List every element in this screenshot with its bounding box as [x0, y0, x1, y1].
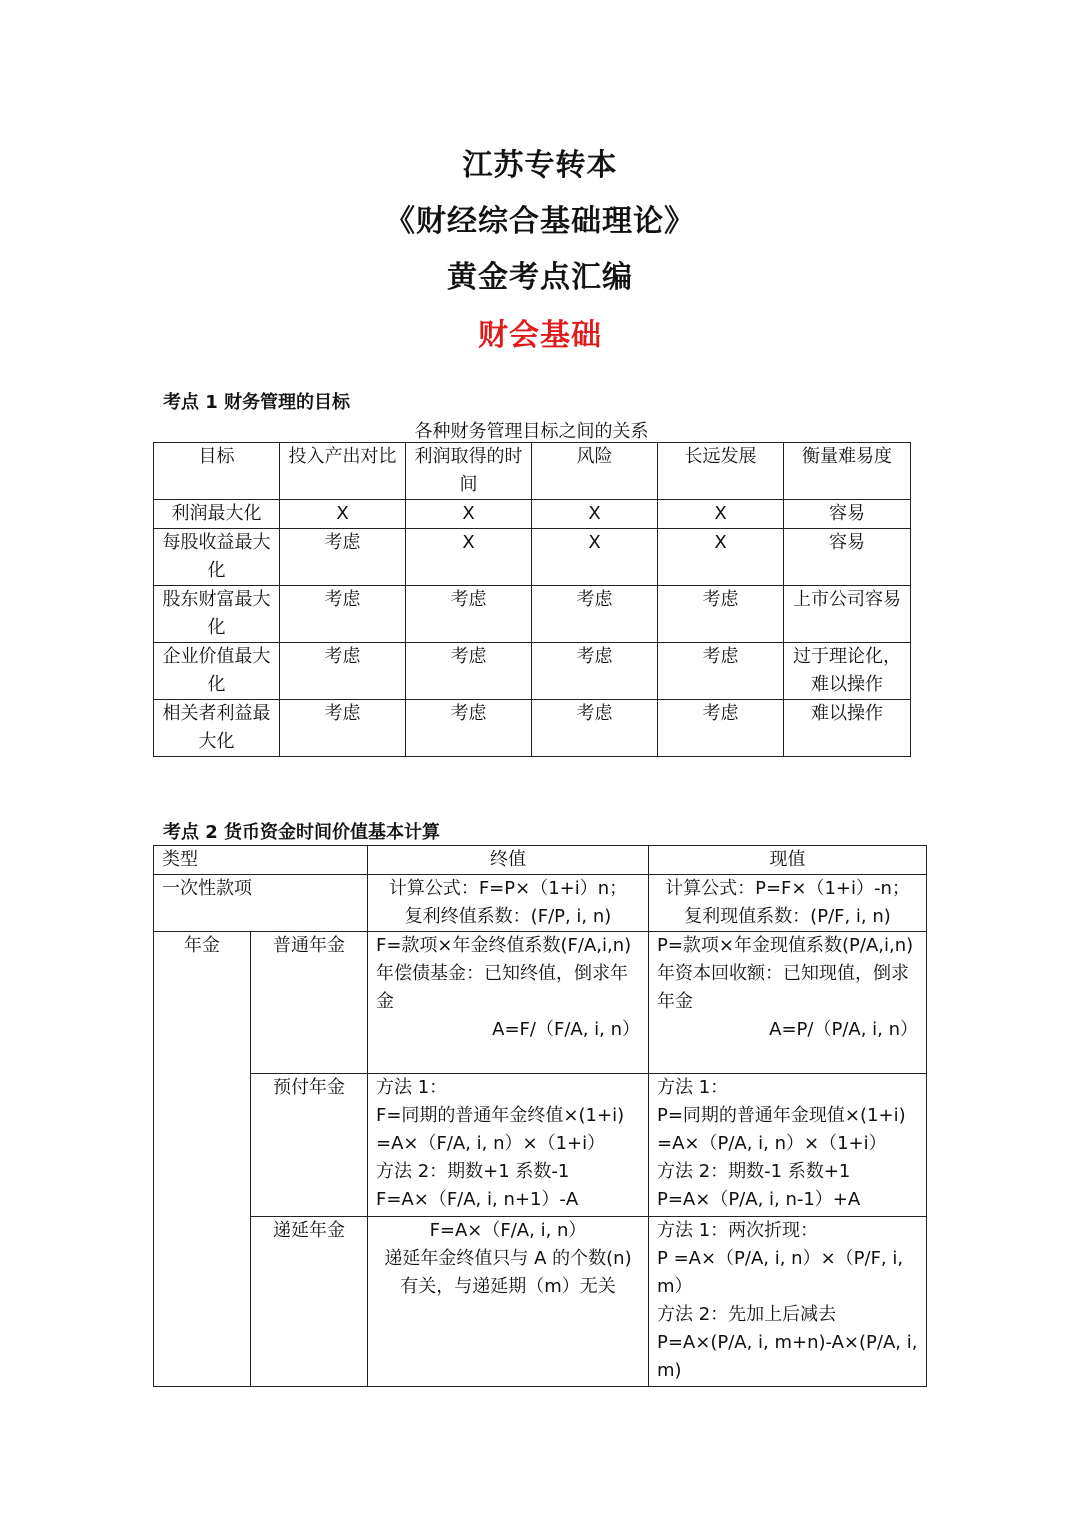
table-cell: X [658, 529, 784, 586]
table-cell: 考虑 [532, 643, 658, 700]
formula-line: =A×（P/A, i, n）×（1+i） [657, 1133, 887, 1154]
formula-line: 方法 1：两次折现： [657, 1220, 819, 1241]
table-row [154, 700, 911, 757]
formula-line: 计算公式：P=F×（1+i）-n； [665, 878, 910, 899]
section2-heading: 考点 2 货币资金时间价值基本计算 [163, 822, 441, 843]
table-cell: 考虑 [406, 700, 532, 757]
table-cell: 容易 [784, 529, 911, 586]
column-header: 衡量难易度 [784, 443, 911, 500]
table-row-ordinary-annuity [154, 932, 927, 1074]
section1-heading: 考点 1 财务管理的目标 [163, 392, 351, 413]
table-cell: 考虑 [406, 586, 532, 643]
lump-sum-fv-cell [368, 875, 649, 932]
formula-line: F=A×（F/A, i, n） [429, 1220, 587, 1241]
formula-line: F=同期的普通年金终值×(1+i) [376, 1105, 625, 1126]
table-cell: 考虑 [406, 643, 532, 700]
table-cell: 考虑 [280, 529, 406, 586]
row-label-lump-sum: 一次性款项 [154, 875, 368, 932]
table-row-lump-sum [154, 875, 927, 932]
table-cell: 考虑 [532, 586, 658, 643]
formula-line: F=A×（F/A, i, n+1）-A [376, 1189, 579, 1210]
formula-line: P=A×（P/A, i, n-1）+A [657, 1189, 861, 1210]
formula-line: 方法 1： [376, 1077, 448, 1098]
doc-title-line2: 《财经综合基础理论》 [385, 204, 695, 239]
table-cell: X [406, 529, 532, 586]
formula-line: P=款项×年金现值系数(P/A,i,n) [657, 935, 914, 956]
formula-line: 方法 1： [657, 1077, 729, 1098]
doc-title-line3: 黄金考点汇编 [447, 260, 633, 295]
column-header: 目标 [154, 443, 280, 500]
goals-table [153, 442, 911, 757]
table-cell: 每股收益最大化 [154, 529, 280, 586]
column-header: 风险 [532, 443, 658, 500]
table-cell: 考虑 [280, 700, 406, 757]
table-cell: 过于理论化，难以操作 [784, 643, 911, 700]
table-row [154, 643, 911, 700]
table-header-row [154, 443, 911, 500]
column-header: 投入产出对比 [280, 443, 406, 500]
table-row [154, 529, 911, 586]
table-cell: 容易 [784, 500, 911, 529]
table-cell: 企业价值最大化 [154, 643, 280, 700]
doc-subtitle: 财会基础 [478, 318, 602, 353]
deferred-fv-cell [368, 1217, 649, 1387]
row-label-prepaid-annuity: 预付年金 [251, 1074, 368, 1217]
column-header: 长远发展 [658, 443, 784, 500]
formula-line: F=款项×年金终值系数(F/A,i,n) [376, 935, 632, 956]
formula-line: =A×（F/A, i, n）×（1+i） [376, 1133, 606, 1154]
table-cell: 上市公司容易 [784, 586, 911, 643]
formula-line: 方法 2：期数-1 系数+1 [657, 1161, 851, 1182]
table-cell: X [280, 500, 406, 529]
formula-line: 递延年金终值只与 A 的个数(n)有关，与递延期（m）无关 [384, 1248, 632, 1297]
table-cell: 考虑 [658, 643, 784, 700]
formula-line: 年偿债基金：已知终值，倒求年金 [376, 963, 628, 1012]
row-label-deferred-annuity: 递延年金 [251, 1217, 368, 1387]
formula-line: 复利现值系数：(P/F, i, n) [684, 906, 891, 927]
table-cell: X [532, 500, 658, 529]
formula-line: 年资本回收额：已知现值，倒求年金 [657, 963, 909, 1012]
column-header-type: 类型 [154, 846, 368, 875]
formula-line: P=A×(P/A, i, m+n)-A×(P/A, i, m) [657, 1332, 918, 1381]
deferred-pv-cell [649, 1217, 927, 1387]
table-row-prepaid-annuity [154, 1074, 927, 1217]
column-header-present-value: 现值 [649, 846, 927, 875]
formula-line: 计算公式：F=P×（1+i）n； [388, 878, 628, 899]
table-cell: X [406, 500, 532, 529]
table-cell: 考虑 [280, 586, 406, 643]
table-cell: X [658, 500, 784, 529]
formula-line: P=同期的普通年金现值×(1+i) [657, 1105, 906, 1126]
row-label-ordinary-annuity: 普通年金 [251, 932, 368, 1074]
table-cell: 考虑 [280, 643, 406, 700]
table1-caption: 各种财务管理目标之间的关系 [414, 421, 649, 442]
formula-line: 复利终值系数：(F/P, i, n) [404, 906, 612, 927]
table-row-deferred-annuity [154, 1217, 927, 1387]
formula-line: P =A×（P/A, i, n）×（P/F, i, m） [657, 1248, 904, 1297]
formula-line: A=P/（P/A, i, n） [769, 1019, 918, 1040]
lump-sum-pv-cell [649, 875, 927, 932]
column-header-future-value: 终值 [368, 846, 649, 875]
table-cell: X [532, 529, 658, 586]
doc-title-line1: 江苏专转本 [462, 148, 618, 183]
table-row [154, 586, 911, 643]
prepaid-fv-cell [368, 1074, 649, 1217]
row-label-annuity: 年金 [154, 932, 251, 1387]
time-value-table [153, 845, 927, 1387]
table-cell: 股东财富最大化 [154, 586, 280, 643]
table-cell: 考虑 [658, 586, 784, 643]
formula-line: 方法 2：先加上后减去 [657, 1304, 837, 1325]
column-header: 利润取得的时间 [406, 443, 532, 500]
formula-line: 方法 2：期数+1 系数-1 [376, 1161, 570, 1182]
table-header-row [154, 846, 927, 875]
prepaid-pv-cell [649, 1074, 927, 1217]
table-cell: 难以操作 [784, 700, 911, 757]
formula-line: A=F/（F/A, i, n） [492, 1019, 640, 1040]
table-row [154, 500, 911, 529]
ordinary-fv-cell [368, 932, 649, 1074]
table-cell: 考虑 [658, 700, 784, 757]
table-cell: 考虑 [532, 700, 658, 757]
table-cell: 相关者利益最大化 [154, 700, 280, 757]
table-cell: 利润最大化 [154, 500, 280, 529]
ordinary-pv-cell [649, 932, 927, 1074]
